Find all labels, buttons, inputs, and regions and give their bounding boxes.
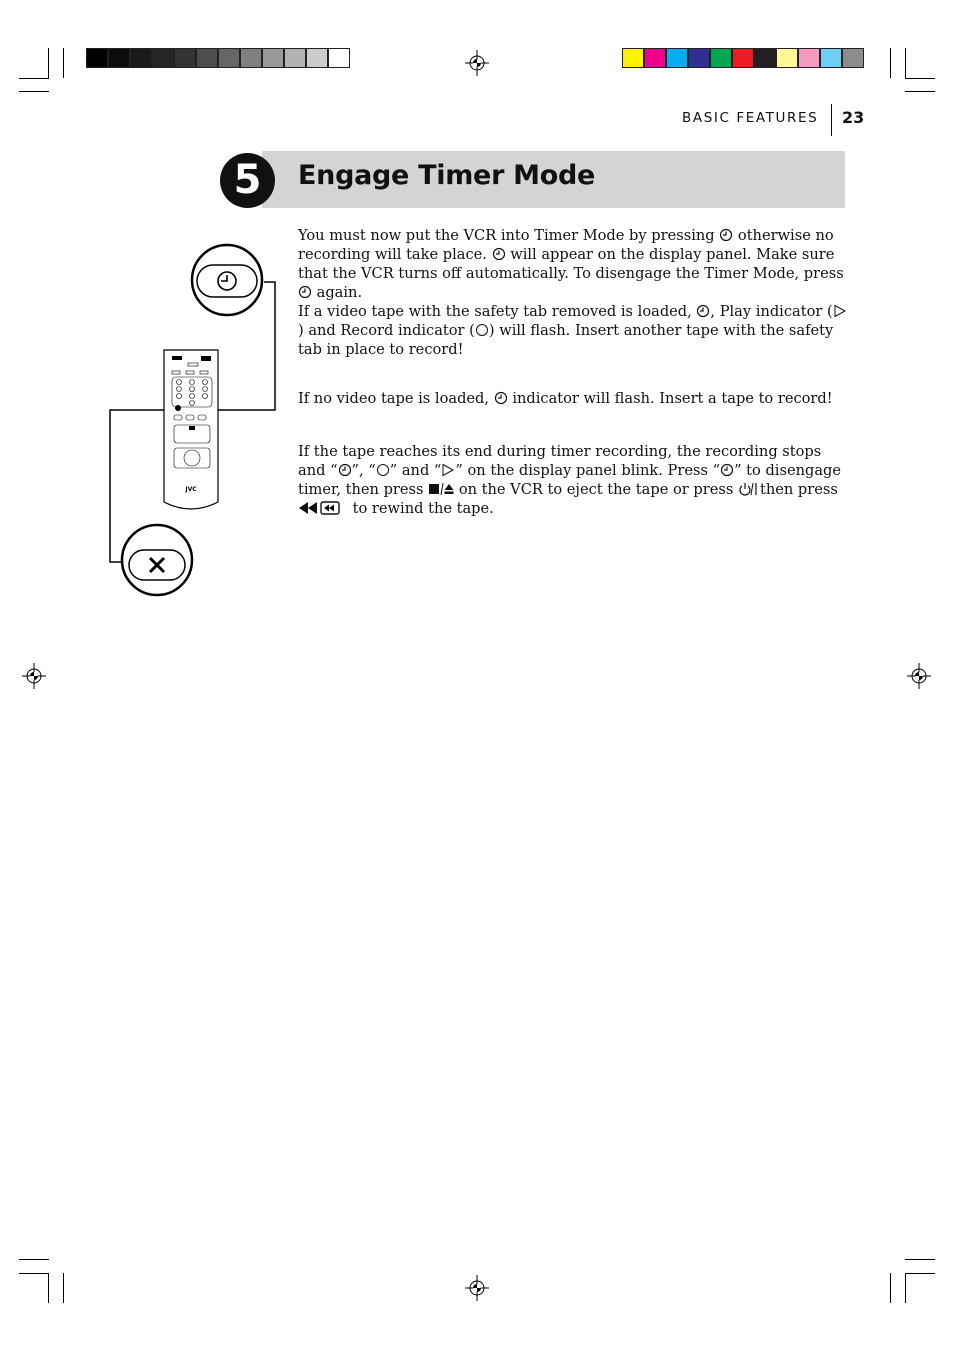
color-swatch	[666, 48, 688, 68]
paragraph-no-tape	[298, 389, 848, 408]
text-fragment: otherwise no recording will take place.	[298, 227, 834, 263]
timer-clock-icon	[719, 228, 733, 242]
color-swatch	[688, 48, 710, 68]
color-swatch	[240, 48, 262, 68]
text-fragment: ” on the display panel blink. Press “	[455, 462, 721, 479]
remote-brand: JVC	[185, 486, 197, 493]
paragraph-safety-tab	[298, 302, 848, 359]
text-fragment: If a video tape with the safety tab removed is loaded,	[298, 303, 692, 320]
color-swatch	[644, 48, 666, 68]
color-swatch	[842, 48, 864, 68]
timer-clock-icon	[720, 463, 734, 477]
remote-illustration	[100, 240, 290, 602]
text-fragment: You must now put the VCR into Timer Mode by pressing	[298, 227, 715, 244]
paragraph-timer-mode	[298, 226, 848, 302]
stop-eject-icon	[428, 482, 454, 496]
color-swatch	[306, 48, 328, 68]
color-swatch	[820, 48, 842, 68]
text-fragment: on the VCR to eject the tape or press	[458, 481, 734, 498]
registration-target-icon	[465, 50, 489, 76]
color-swatch	[754, 48, 776, 68]
color-swatch	[776, 48, 798, 68]
text-fragment: then press	[759, 481, 838, 498]
paragraph-tape-end	[298, 442, 848, 518]
timer-clock-icon	[298, 285, 312, 299]
registration-target-icon	[907, 663, 931, 689]
text-fragment: If the tape reaches its end during timer recording, the recording stops and “	[298, 443, 822, 479]
registration-target-icon	[22, 663, 46, 689]
standby-power-icon	[738, 482, 760, 496]
play-triangle-icon	[441, 463, 455, 477]
text-fragment: If no video tape is loaded,	[298, 390, 490, 407]
color-swatch	[174, 48, 196, 68]
registration-target-icon	[465, 1275, 489, 1301]
color-swatch	[86, 48, 108, 68]
color-swatch	[622, 48, 644, 68]
text-fragment: indicator will flash. Insert a tape to record!	[512, 390, 833, 407]
step-number: 5	[220, 153, 275, 208]
page-title: Engage Timer Mode	[298, 160, 596, 191]
record-circle-icon	[475, 323, 489, 337]
text-fragment: ) and Record indicator (	[298, 322, 475, 339]
color-swatch	[710, 48, 732, 68]
timer-clock-icon	[338, 463, 352, 477]
color-swatch	[218, 48, 240, 68]
color-swatch	[732, 48, 754, 68]
record-circle-icon	[376, 463, 390, 477]
play-triangle-icon	[833, 304, 847, 318]
text-fragment: ” and “	[389, 462, 442, 479]
color-swatch	[152, 48, 174, 68]
rewind-icon	[298, 501, 348, 515]
text-fragment: , Play indicator (	[710, 303, 833, 320]
color-swatch	[798, 48, 820, 68]
text-fragment: again.	[316, 284, 363, 301]
header-divider	[831, 104, 832, 136]
page-number: 23	[842, 108, 865, 127]
timer-clock-icon	[492, 247, 506, 261]
color-swatch	[284, 48, 306, 68]
timer-clock-icon	[494, 391, 508, 405]
section-title: BASIC FEATURES	[682, 110, 819, 126]
color-swatch	[108, 48, 130, 68]
text-fragment: ) will flash. Insert another tape with the safety tab in place to record!	[298, 322, 834, 358]
color-swatch	[196, 48, 218, 68]
color-swatch	[328, 48, 350, 68]
text-fragment: ”, “	[351, 462, 376, 479]
color-swatch	[262, 48, 284, 68]
color-swatch	[130, 48, 152, 68]
text-fragment: ” to disengage timer, then press	[298, 462, 842, 498]
text-fragment: will appear on the display panel. Make sure that the VCR turns off automatically. To disengage the Timer Mode, press	[298, 246, 844, 282]
text-fragment: to rewind the tape.	[352, 500, 494, 517]
timer-clock-icon	[696, 304, 710, 318]
